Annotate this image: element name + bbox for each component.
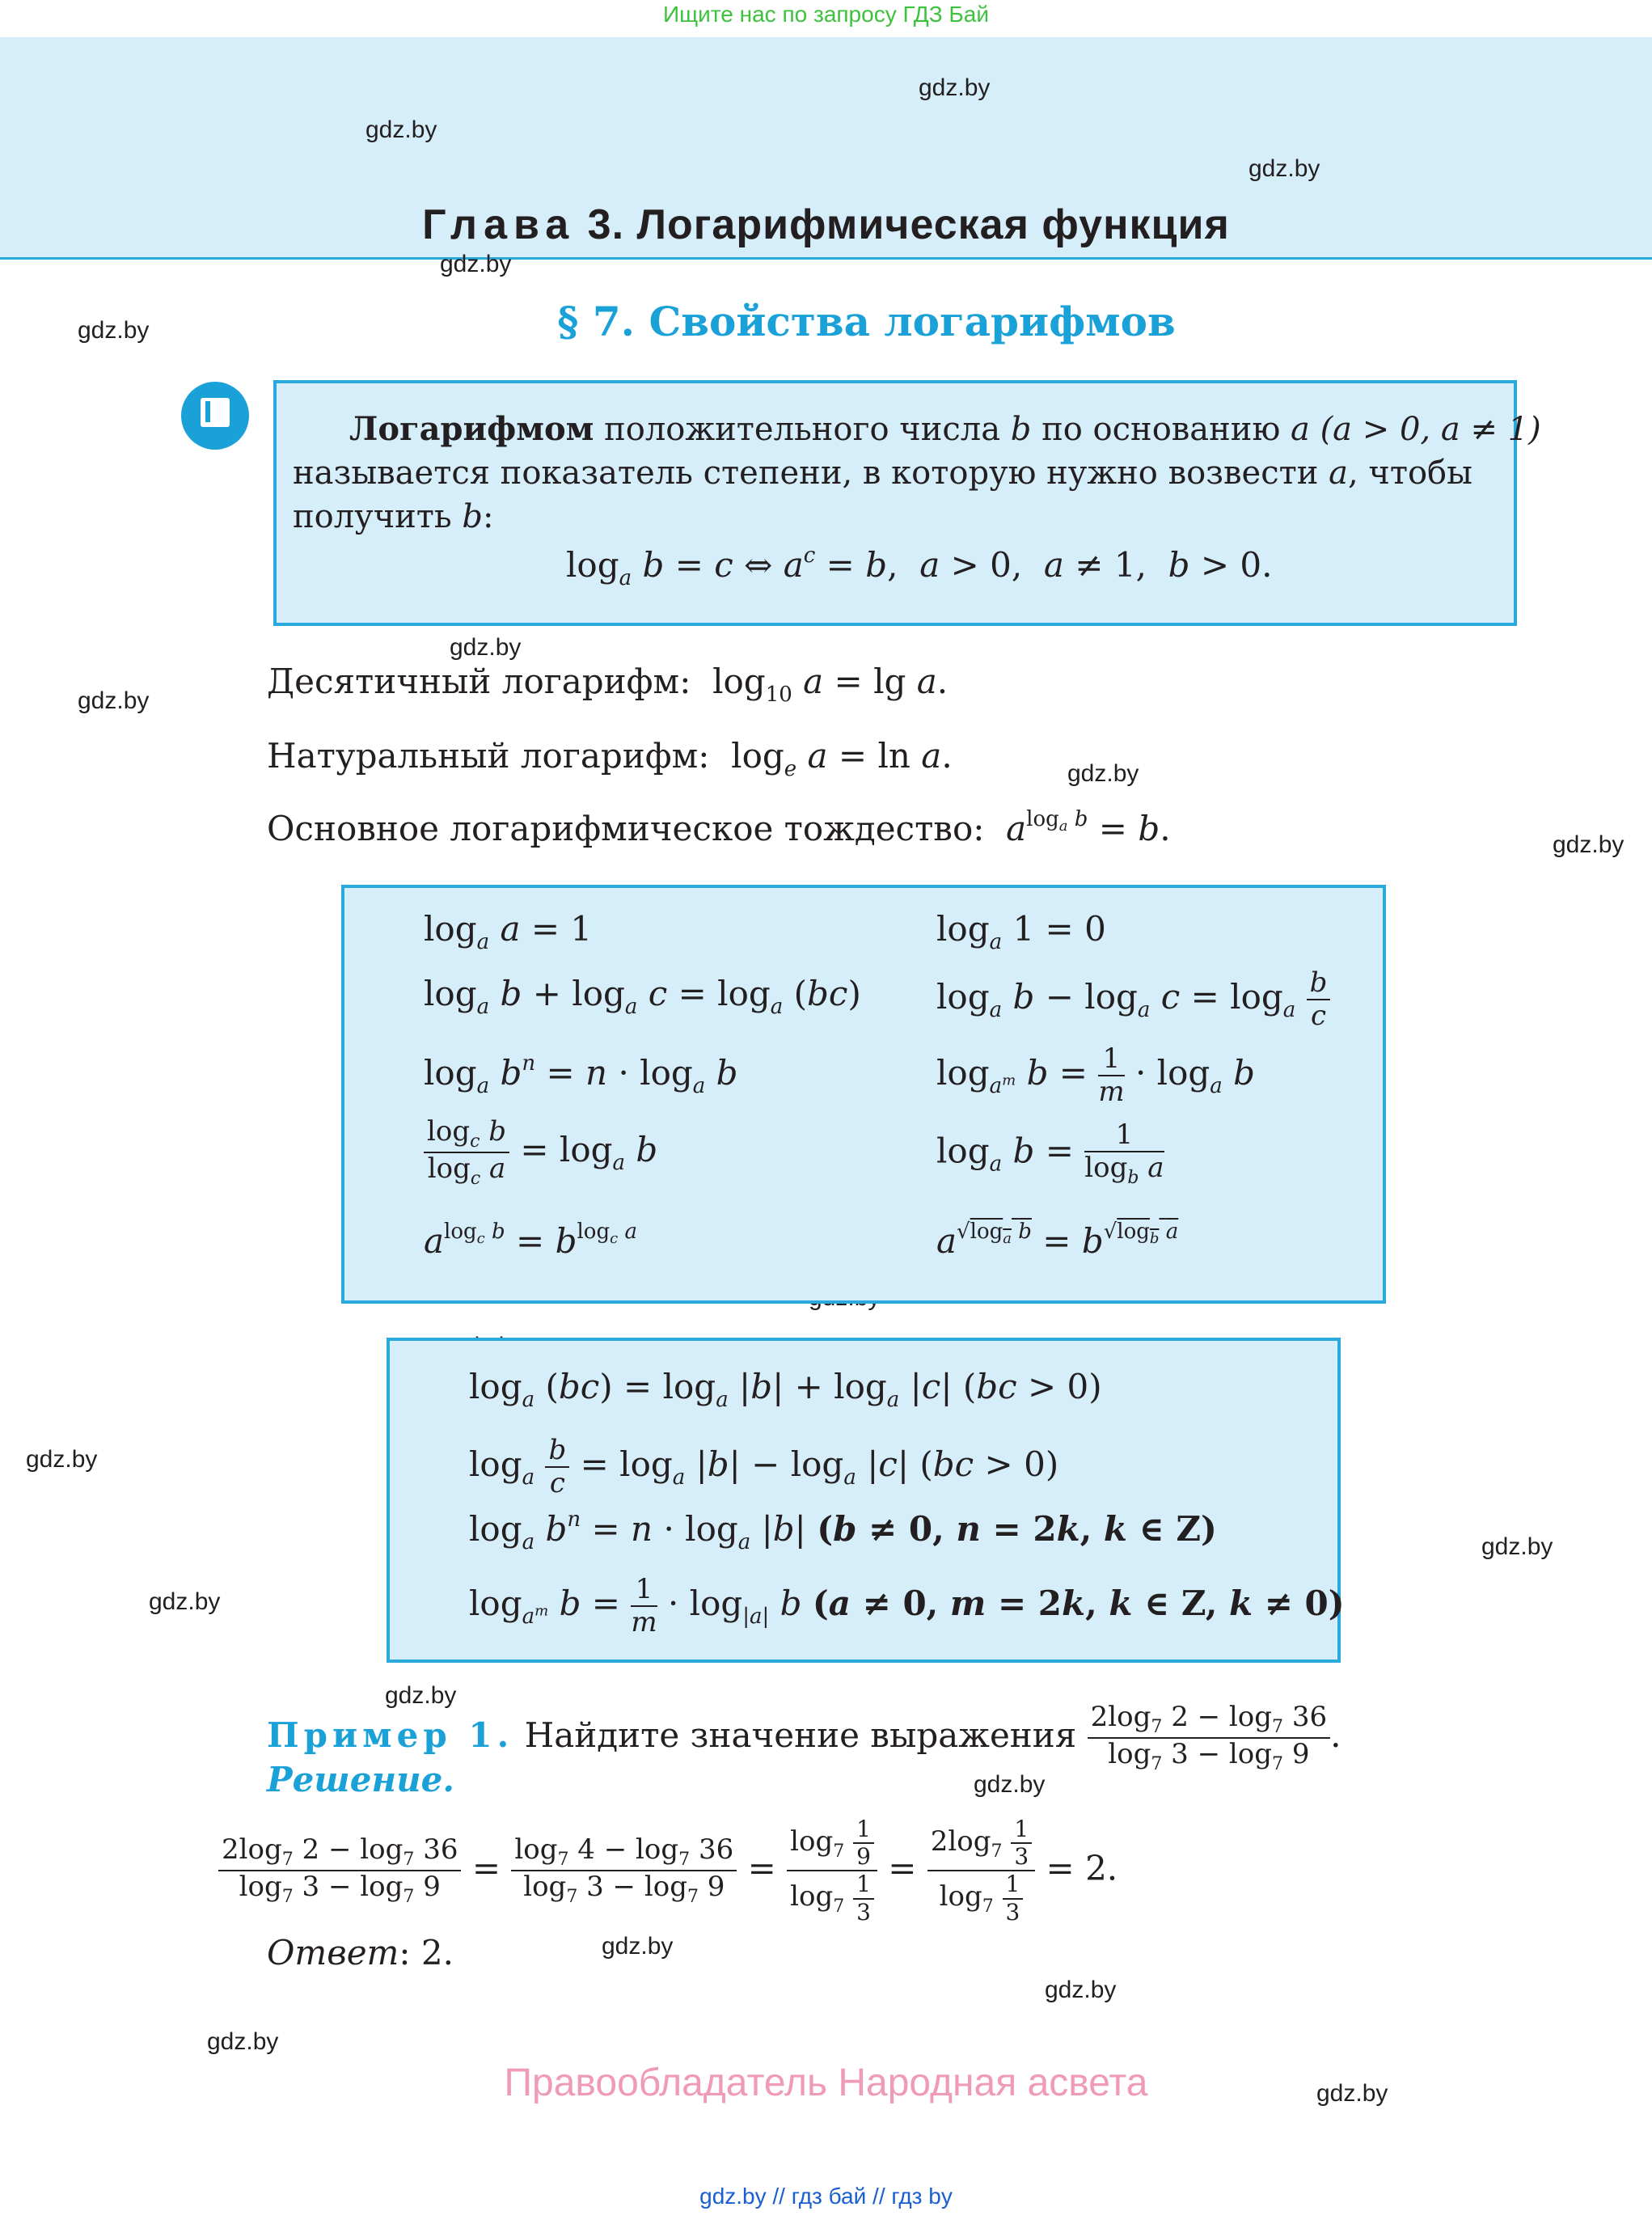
decimal-log-label: Десятичный логарифм: [267, 662, 691, 701]
watermark: gdz.by [149, 1588, 221, 1615]
definition-formula: $\log_a b = c$ ⇔ $a^c = b$, a > 0, a ≠ 1, b > 0. [566, 543, 1273, 590]
definition-var: b [1010, 411, 1032, 448]
watermark: gdz.by [919, 74, 991, 101]
property: $\log_a b$ = $\frac{1}{\log_b a}$ [936, 1118, 1164, 1188]
example-label: Пример 1. [267, 1715, 514, 1756]
property: $\frac{\log_c b}{\log_c a}$ = $\log_a b$ [424, 1116, 657, 1189]
watermark: gdz.by [385, 1682, 457, 1709]
definition-part: по основанию [1041, 411, 1281, 448]
property: $a^{√log_a b} = b^{√log_b a}$ [936, 1220, 1179, 1261]
watermark: gdz.by [440, 251, 512, 277]
definition-term: Логарифмом [349, 410, 594, 448]
watermark: gdz.by [602, 1933, 674, 1960]
abs-property: $\log_a$ $\frac{b}{c}$ = $\log_a |b| - \log_a |c|$ (bc > 0) [469, 1434, 1059, 1500]
definition-part: получить [293, 498, 452, 535]
abs-property: $\log_{a^m} b$ = $\frac{1}{m}$ · $\log_{|a|} b$ (a ≠ 0, m = 2k, k ∈ Z, k ≠ 0) [469, 1573, 1345, 1639]
watermark: gdz.by [1553, 831, 1625, 858]
watermark: gdz.by [1249, 155, 1320, 182]
answer-value: : 2. [399, 1933, 454, 1972]
definition-part: называется показатель степени, в которую нужно возвести [293, 455, 1319, 492]
solution-formula: $\frac{2\log_7 2 - \log_7 36}{\log_7 3 - \log_7 9}$ = $\frac{\log_7 4 - \log_7 36}{\log_7 3 - \log_7 9}$ = $\log_7$ $\frac{1}{9}$ $\log_7$ $\frac{1}{3}$ = $2\log_7$ $\frac{1}{3}$ $\log_7$ $\frac{1}{3}$ = 2. [218, 1816, 1118, 1926]
example-task: Найдите значение выражения [524, 1715, 1077, 1756]
definition-text-2 [293, 451, 1472, 495]
property: $\log_a b + \log_a c = \log_a (bc)$ [424, 974, 861, 1019]
definition-text [293, 408, 1541, 451]
footer-links[interactable]: gdz.by // гдз бай // гдз by [699, 2184, 953, 2209]
property: $\log_a b - \log_a c = \log_a$ $\frac{b}{c}$ [936, 967, 1330, 1032]
chapter-title [0, 201, 1652, 249]
identity-line: Основное логарифмическое тождество: $a^{log_a b} = b$. [267, 807, 1171, 848]
answer-line [267, 1933, 454, 1972]
definition-part: , чтобы [1347, 455, 1472, 492]
watermark: gdz.by [78, 687, 150, 714]
property: $\log_a a = 1$ [424, 909, 593, 954]
property: $\log_{a^m} b$ = $\frac{1}{m}$ · $\log_a b$ [936, 1042, 1256, 1109]
watermark: gdz.by [207, 2028, 279, 2055]
definition-part: положительного числа [604, 411, 1001, 448]
abs-property: $\log_a b^n = n \cdot \log_a |b|$ (b ≠ 0, n = 2k, k ∈ Z) [469, 1507, 1217, 1554]
decimal-log-line: Десятичный логарифм: $\log_{10} a = \lg a$. [267, 662, 949, 707]
abs-property: $\log_a (bc) = \log_a |b| + \log_a |c|$ (bc > 0) [469, 1367, 1102, 1412]
definition-text-3: получить b: [293, 498, 494, 535]
property: $\log_a 1 = 0$ [936, 909, 1106, 954]
watermark: gdz.by [1045, 1977, 1117, 2003]
chapter-name: 3. Логарифмическая функция [587, 201, 1230, 248]
definition-var: a [1329, 455, 1348, 492]
watermark: gdz.by [974, 1771, 1046, 1798]
answer-label: Ответ [267, 1933, 399, 1972]
solution-line [267, 1760, 454, 1799]
natural-log-label: Натуральный логарифм: [267, 736, 710, 776]
book-icon [181, 382, 249, 450]
watermark: gdz.by [1067, 760, 1139, 787]
watermark: gdz.by [26, 1446, 98, 1473]
example-line: Пример 1. Найдите значение выражения $\frac{2\log_7 2 - \log_7 36}{\log_7 3 - \log_7 9}$ . [267, 1701, 1341, 1774]
property: $a^{log_c b} = b^{log_c a}$ [424, 1220, 637, 1261]
watermark: gdz.by [1316, 2080, 1388, 2107]
section-title: § 7. Свойства логарифмов [557, 298, 1176, 345]
identity-label: Основное логарифмическое тождество: [267, 809, 985, 848]
watermark: gdz.by [1481, 1533, 1553, 1560]
watermark: gdz.by [78, 317, 150, 344]
property: $\log_a b^n = n \cdot \log_a b$ [424, 1051, 738, 1098]
natural-log-line: Натуральный логарифм: $\log_e a = \ln a$. [267, 736, 953, 781]
watermark: gdz.by [450, 634, 522, 661]
top-search-link[interactable]: Ищите нас по запросу ГДЗ Бай [662, 2, 990, 27]
definition-condition: a (a > 0, a ≠ 1) [1291, 411, 1541, 448]
copyright-notice: Правообладатель Народная асвета [504, 2061, 1148, 2104]
solution-label: Решение. [267, 1760, 454, 1799]
chapter-lead: Глава [422, 201, 576, 248]
watermark: gdz.by [365, 116, 437, 143]
